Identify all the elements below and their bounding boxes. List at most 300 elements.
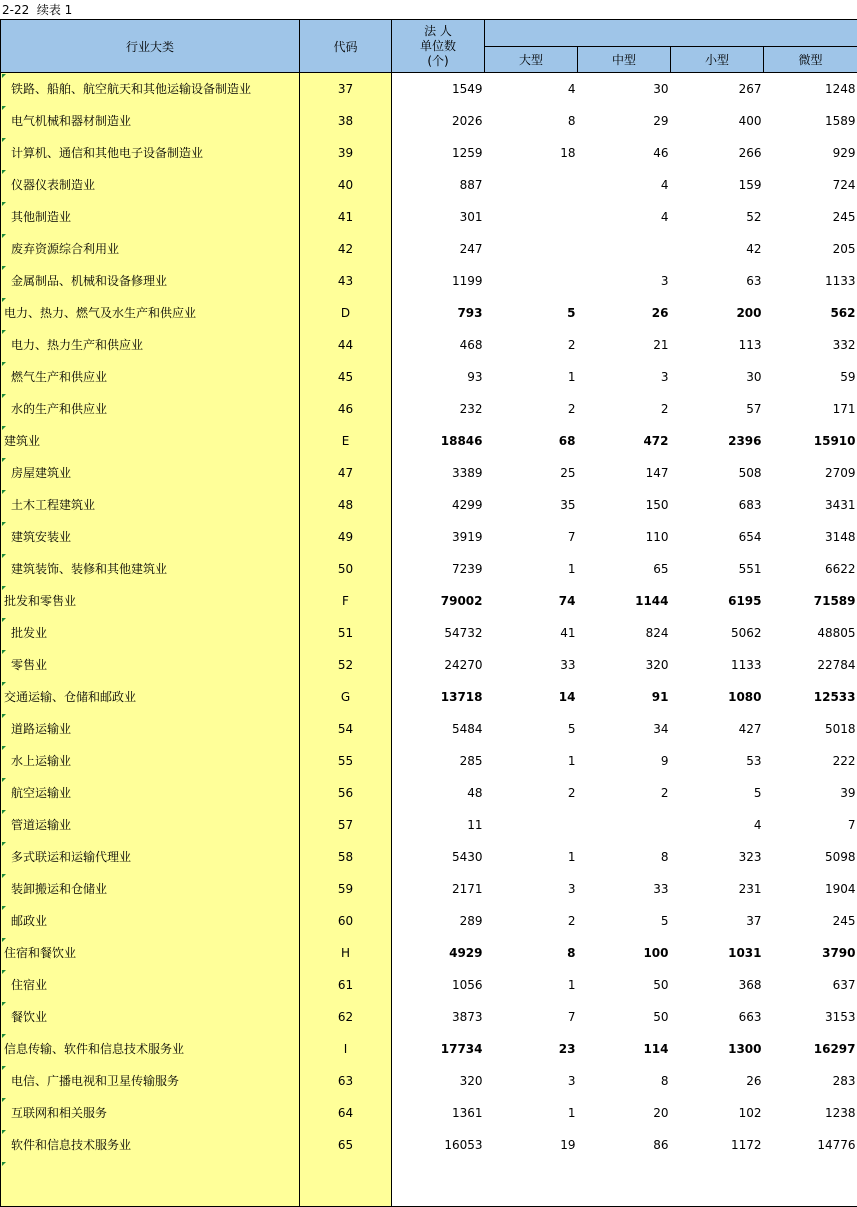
value-medium: 3 [578, 265, 671, 297]
category-row [1, 937, 857, 969]
value-large: 8 [485, 105, 578, 137]
value-medium: 4 [578, 169, 671, 201]
table-row [1, 1129, 857, 1161]
table-row [1, 105, 857, 137]
value-total: 48 [392, 777, 485, 809]
header-micro: 微型 [764, 47, 857, 73]
value-medium: 824 [578, 617, 671, 649]
industry-name-cell [1, 905, 300, 937]
industry-code: 54 [300, 713, 392, 745]
table-row [1, 457, 857, 489]
industry-name-cell [1, 233, 300, 265]
value-small: 1300 [671, 1033, 764, 1065]
value-micro: 71589 [764, 585, 857, 617]
value-medium: 2 [578, 393, 671, 425]
empty-cell [300, 1161, 392, 1207]
value-micro: 6622 [764, 553, 857, 585]
industry-name: 住宿和餐饮业 [1, 944, 76, 961]
value-micro: 3153 [764, 1001, 857, 1033]
value-small: 4 [671, 809, 764, 841]
industry-name-cell [1, 937, 300, 969]
industry-name: 邮政业 [1, 912, 47, 929]
value-medium: 21 [578, 329, 671, 361]
value-small: 42 [671, 233, 764, 265]
value-small: 52 [671, 201, 764, 233]
empty-cell [764, 1161, 857, 1207]
value-small: 159 [671, 169, 764, 201]
value-large: 33 [485, 649, 578, 681]
value-large: 1 [485, 841, 578, 873]
value-medium: 147 [578, 457, 671, 489]
table-row [1, 553, 857, 585]
industry-name: 建筑业 [1, 432, 40, 449]
value-micro: 332 [764, 329, 857, 361]
industry-name-cell [1, 105, 300, 137]
table-row [1, 233, 857, 265]
value-micro: 59 [764, 361, 857, 393]
value-large: 7 [485, 521, 578, 553]
value-total: 301 [392, 201, 485, 233]
value-large [485, 265, 578, 297]
industry-code: 47 [300, 457, 392, 489]
category-row [1, 585, 857, 617]
empty-cell [485, 1161, 578, 1207]
header-unit-count-line3: (个) [392, 54, 484, 69]
value-small: 1031 [671, 937, 764, 969]
industry-name: 水的生产和供应业 [1, 400, 107, 417]
value-large: 18 [485, 137, 578, 169]
value-medium [578, 233, 671, 265]
value-micro: 3790 [764, 937, 857, 969]
value-micro: 22784 [764, 649, 857, 681]
value-medium: 472 [578, 425, 671, 457]
industry-code: 62 [300, 1001, 392, 1033]
industry-name: 仪器仪表制造业 [1, 176, 95, 193]
category-row [1, 425, 857, 457]
value-large: 3 [485, 1065, 578, 1097]
value-medium: 110 [578, 521, 671, 553]
industry-code: 59 [300, 873, 392, 905]
value-total: 16053 [392, 1129, 485, 1161]
industry-name: 燃气生产和供应业 [1, 368, 107, 385]
value-micro: 1589 [764, 105, 857, 137]
industry-name-cell [1, 1129, 300, 1161]
value-medium: 86 [578, 1129, 671, 1161]
industry-name: 电气机械和器材制造业 [1, 112, 131, 129]
value-large [485, 201, 578, 233]
value-small: 427 [671, 713, 764, 745]
table-row [1, 873, 857, 905]
header-unit-count [392, 20, 485, 73]
table-row [1, 169, 857, 201]
industry-code: 46 [300, 393, 392, 425]
value-medium: 114 [578, 1033, 671, 1065]
value-small: 654 [671, 521, 764, 553]
value-small: 6195 [671, 585, 764, 617]
industry-code: G [300, 681, 392, 713]
industry-code: 58 [300, 841, 392, 873]
value-large: 1 [485, 553, 578, 585]
industry-name: 零售业 [1, 656, 47, 673]
industry-code: D [300, 297, 392, 329]
value-medium: 8 [578, 1065, 671, 1097]
value-total: 232 [392, 393, 485, 425]
value-small: 400 [671, 105, 764, 137]
industry-name-cell [1, 1033, 300, 1065]
industry-code: 64 [300, 1097, 392, 1129]
industry-code: 41 [300, 201, 392, 233]
value-micro: 7 [764, 809, 857, 841]
value-micro: 5018 [764, 713, 857, 745]
value-total: 11 [392, 809, 485, 841]
table-row [1, 265, 857, 297]
value-large: 14 [485, 681, 578, 713]
industry-name-cell [1, 617, 300, 649]
value-medium: 8 [578, 841, 671, 873]
industry-name: 装卸搬运和仓储业 [1, 880, 107, 897]
industry-name: 建筑装饰、装修和其他建筑业 [1, 560, 167, 577]
table-row [1, 73, 857, 105]
value-micro: 724 [764, 169, 857, 201]
value-total: 247 [392, 233, 485, 265]
industry-code: 43 [300, 265, 392, 297]
category-row [1, 1033, 857, 1065]
value-micro: 562 [764, 297, 857, 329]
value-total: 7239 [392, 553, 485, 585]
industry-name-cell [1, 585, 300, 617]
value-micro: 222 [764, 745, 857, 777]
table-row [1, 777, 857, 809]
industry-name-cell [1, 1097, 300, 1129]
industry-name-cell [1, 265, 300, 297]
value-small: 1172 [671, 1129, 764, 1161]
category-row [1, 297, 857, 329]
table-row [1, 649, 857, 681]
industry-code: 37 [300, 73, 392, 105]
header-industry: 行业大类 [1, 20, 300, 73]
industry-name: 铁路、船舶、航空航天和其他运输设备制造业 [1, 80, 251, 97]
value-total: 1259 [392, 137, 485, 169]
value-small: 63 [671, 265, 764, 297]
industry-name-cell [1, 841, 300, 873]
table-footer-row [1, 1161, 857, 1207]
value-small: 1080 [671, 681, 764, 713]
value-medium: 33 [578, 873, 671, 905]
value-micro: 3431 [764, 489, 857, 521]
table-row [1, 329, 857, 361]
value-micro: 637 [764, 969, 857, 1001]
value-total: 13718 [392, 681, 485, 713]
industry-code: 65 [300, 1129, 392, 1161]
industry-name-cell [1, 1065, 300, 1097]
industry-name: 电力、热力生产和供应业 [1, 336, 143, 353]
value-small: 5062 [671, 617, 764, 649]
value-small: 1133 [671, 649, 764, 681]
value-micro: 1248 [764, 73, 857, 105]
industry-name: 互联网和相关服务 [1, 1104, 107, 1121]
value-small: 200 [671, 297, 764, 329]
table-row [1, 905, 857, 937]
table-row [1, 1065, 857, 1097]
value-micro: 283 [764, 1065, 857, 1097]
industry-code: H [300, 937, 392, 969]
value-medium: 91 [578, 681, 671, 713]
empty-cell [1, 1161, 300, 1207]
value-total: 2171 [392, 873, 485, 905]
table-row [1, 1097, 857, 1129]
value-medium: 1144 [578, 585, 671, 617]
value-large: 5 [485, 713, 578, 745]
table-row [1, 617, 857, 649]
industry-name-cell [1, 649, 300, 681]
industry-name: 软件和信息技术服务业 [1, 1136, 131, 1153]
value-large: 74 [485, 585, 578, 617]
industry-name: 航空运输业 [1, 784, 71, 801]
value-micro: 39 [764, 777, 857, 809]
value-medium: 2 [578, 777, 671, 809]
value-micro: 16297 [764, 1033, 857, 1065]
value-medium: 320 [578, 649, 671, 681]
value-total: 3919 [392, 521, 485, 553]
value-medium: 50 [578, 969, 671, 1001]
industry-code: 55 [300, 745, 392, 777]
value-medium: 5 [578, 905, 671, 937]
industry-code: 60 [300, 905, 392, 937]
value-medium: 150 [578, 489, 671, 521]
value-small: 26 [671, 1065, 764, 1097]
header-code: 代码 [300, 20, 392, 73]
value-medium: 4 [578, 201, 671, 233]
value-small: 683 [671, 489, 764, 521]
value-micro: 2709 [764, 457, 857, 489]
value-total: 79002 [392, 585, 485, 617]
table-row [1, 713, 857, 745]
value-large: 19 [485, 1129, 578, 1161]
value-large: 68 [485, 425, 578, 457]
value-micro: 171 [764, 393, 857, 425]
value-total: 54732 [392, 617, 485, 649]
industry-name: 电信、广播电视和卫星传输服务 [1, 1072, 179, 1089]
value-large: 8 [485, 937, 578, 969]
industry-code: 61 [300, 969, 392, 1001]
value-large: 1 [485, 1097, 578, 1129]
table-row [1, 361, 857, 393]
value-large: 1 [485, 361, 578, 393]
header-unit-count-line2: 单位数 [392, 39, 484, 54]
industry-code: 38 [300, 105, 392, 137]
value-total: 289 [392, 905, 485, 937]
value-large [485, 233, 578, 265]
table-row [1, 809, 857, 841]
table-row [1, 201, 857, 233]
table-row [1, 1001, 857, 1033]
value-medium: 65 [578, 553, 671, 585]
industry-code: 50 [300, 553, 392, 585]
table-row [1, 841, 857, 873]
value-large: 2 [485, 777, 578, 809]
value-small: 663 [671, 1001, 764, 1033]
industry-code: 44 [300, 329, 392, 361]
value-medium: 9 [578, 745, 671, 777]
value-total: 793 [392, 297, 485, 329]
value-total: 468 [392, 329, 485, 361]
value-micro: 12533 [764, 681, 857, 713]
value-total: 887 [392, 169, 485, 201]
industry-name-cell [1, 425, 300, 457]
table-caption: 2-22 续表 1 [2, 2, 72, 18]
industry-name: 废弃资源综合利用业 [1, 240, 119, 257]
value-small: 2396 [671, 425, 764, 457]
value-total: 320 [392, 1065, 485, 1097]
value-small: 323 [671, 841, 764, 873]
value-total: 1056 [392, 969, 485, 1001]
industry-name-cell [1, 713, 300, 745]
table-row [1, 745, 857, 777]
value-medium: 46 [578, 137, 671, 169]
value-total: 1199 [392, 265, 485, 297]
industry-name-cell [1, 681, 300, 713]
value-total: 4929 [392, 937, 485, 969]
value-small: 30 [671, 361, 764, 393]
value-total: 4299 [392, 489, 485, 521]
industry-code: 45 [300, 361, 392, 393]
value-large: 1 [485, 969, 578, 1001]
value-medium: 100 [578, 937, 671, 969]
value-large: 1 [485, 745, 578, 777]
industry-name: 房屋建筑业 [1, 464, 71, 481]
industry-code: 51 [300, 617, 392, 649]
industry-code: 57 [300, 809, 392, 841]
header-small: 小型 [671, 47, 764, 73]
industry-name: 住宿业 [1, 976, 47, 993]
industry-name-cell [1, 73, 300, 105]
value-small: 368 [671, 969, 764, 1001]
industry-data-table [0, 19, 857, 1207]
value-small: 37 [671, 905, 764, 937]
value-total: 18846 [392, 425, 485, 457]
value-small: 231 [671, 873, 764, 905]
industry-name: 金属制品、机械和设备修理业 [1, 272, 167, 289]
value-large: 41 [485, 617, 578, 649]
industry-name-cell [1, 521, 300, 553]
empty-cell [578, 1161, 671, 1207]
value-large: 4 [485, 73, 578, 105]
industry-name-cell [1, 169, 300, 201]
value-large: 23 [485, 1033, 578, 1065]
industry-name: 计算机、通信和其他电子设备制造业 [1, 144, 203, 161]
value-large: 3 [485, 873, 578, 905]
industry-name-cell [1, 393, 300, 425]
industry-name-cell [1, 777, 300, 809]
value-micro: 245 [764, 905, 857, 937]
industry-name: 电力、热力、燃气及水生产和供应业 [1, 304, 196, 321]
value-medium [578, 809, 671, 841]
value-total: 2026 [392, 105, 485, 137]
value-large [485, 169, 578, 201]
table-row [1, 489, 857, 521]
table-row [1, 393, 857, 425]
value-micro: 205 [764, 233, 857, 265]
value-micro: 14776 [764, 1129, 857, 1161]
industry-code: 56 [300, 777, 392, 809]
industry-code: 40 [300, 169, 392, 201]
value-small: 5 [671, 777, 764, 809]
value-large: 35 [485, 489, 578, 521]
industry-name-cell [1, 809, 300, 841]
value-micro: 1238 [764, 1097, 857, 1129]
industry-name: 水上运输业 [1, 752, 71, 769]
industry-code: 49 [300, 521, 392, 553]
value-large: 7 [485, 1001, 578, 1033]
value-total: 3873 [392, 1001, 485, 1033]
value-small: 113 [671, 329, 764, 361]
value-micro: 1904 [764, 873, 857, 905]
value-large: 5 [485, 297, 578, 329]
value-small: 508 [671, 457, 764, 489]
value-medium: 30 [578, 73, 671, 105]
value-total: 24270 [392, 649, 485, 681]
value-small: 57 [671, 393, 764, 425]
header-unit-count-line1: 法 人 [392, 24, 484, 39]
value-large [485, 809, 578, 841]
value-micro: 48805 [764, 617, 857, 649]
industry-name: 批发和零售业 [1, 592, 76, 609]
industry-name-cell [1, 329, 300, 361]
value-micro: 3148 [764, 521, 857, 553]
value-small: 266 [671, 137, 764, 169]
value-medium: 20 [578, 1097, 671, 1129]
industry-name-cell [1, 489, 300, 521]
industry-code: 52 [300, 649, 392, 681]
industry-name: 批发业 [1, 624, 47, 641]
industry-code: I [300, 1033, 392, 1065]
value-small: 102 [671, 1097, 764, 1129]
value-micro: 245 [764, 201, 857, 233]
empty-cell [392, 1161, 485, 1207]
table-row [1, 969, 857, 1001]
value-small: 551 [671, 553, 764, 585]
value-total: 5484 [392, 713, 485, 745]
value-total: 93 [392, 361, 485, 393]
industry-name: 管道运输业 [1, 816, 71, 833]
table-row [1, 521, 857, 553]
industry-name: 交通运输、仓储和邮政业 [1, 688, 136, 705]
value-micro: 1133 [764, 265, 857, 297]
value-small: 53 [671, 745, 764, 777]
industry-name-cell [1, 457, 300, 489]
industry-name-cell [1, 361, 300, 393]
industry-name-cell [1, 201, 300, 233]
value-medium: 29 [578, 105, 671, 137]
industry-name: 餐饮业 [1, 1008, 47, 1025]
industry-code: 63 [300, 1065, 392, 1097]
value-medium: 34 [578, 713, 671, 745]
value-medium: 26 [578, 297, 671, 329]
table-row [1, 137, 857, 169]
value-large: 25 [485, 457, 578, 489]
value-large: 2 [485, 393, 578, 425]
category-row [1, 681, 857, 713]
empty-cell [671, 1161, 764, 1207]
industry-name: 建筑安装业 [1, 528, 71, 545]
industry-name: 信息传输、软件和信息技术服务业 [1, 1040, 184, 1057]
industry-code: 42 [300, 233, 392, 265]
value-large: 2 [485, 329, 578, 361]
industry-name-cell [1, 137, 300, 169]
value-total: 17734 [392, 1033, 485, 1065]
industry-name: 土木工程建筑业 [1, 496, 95, 513]
value-total: 3389 [392, 457, 485, 489]
